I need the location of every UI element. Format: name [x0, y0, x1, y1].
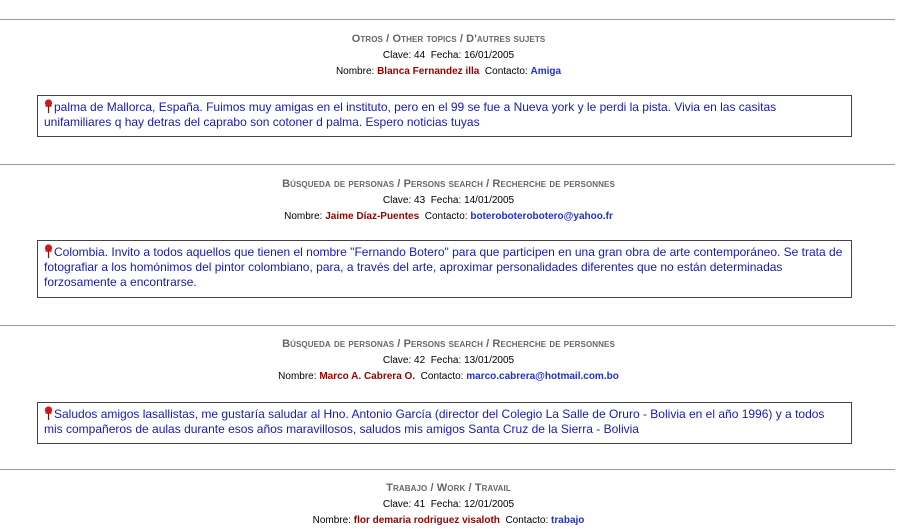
entry-meta: [0, 48, 897, 64]
contacto-link[interactable]: Amiga: [530, 66, 562, 77]
contacto-link[interactable]: boteroboterobotero@yahoo.fr: [470, 211, 613, 222]
entry-author: [0, 64, 897, 80]
contacto-link[interactable]: trabajo: [551, 515, 585, 526]
fecha-label: Fecha:: [430, 499, 462, 510]
fecha-label: Fecha:: [430, 195, 462, 206]
entry-header: [0, 31, 897, 80]
entry-header: [0, 480, 897, 529]
entry-author: [0, 209, 897, 225]
separator-rule: [0, 469, 895, 470]
entry-header: [0, 336, 897, 385]
message-box: [37, 402, 852, 444]
clave-label: Clave:: [382, 355, 412, 366]
fecha-value: 14/01/2005: [464, 195, 515, 206]
clave-value: 42: [414, 355, 426, 366]
fecha-value: 13/01/2005: [464, 355, 515, 366]
contacto-label: Contacto:: [424, 211, 468, 222]
entry-category: Búsqueda de personas / Persons search / Recherche de personnes: [282, 178, 615, 190]
entry-category: Trabajo / Work / Travail: [386, 482, 511, 494]
fecha-label: Fecha:: [430, 50, 462, 61]
separator-rule: [0, 19, 895, 20]
separator-rule: [0, 164, 895, 165]
entry-author: [0, 513, 897, 529]
contacto-link[interactable]: marco.cabrera@hotmail.com.bo: [466, 371, 619, 382]
contacto-label: Contacto:: [420, 371, 464, 382]
clave-label: Clave:: [382, 195, 412, 206]
nombre-value: flor demaria rodriguez visaloth: [353, 515, 500, 526]
fecha-value: 12/01/2005: [464, 499, 515, 510]
nombre-label: Nombre:: [284, 211, 323, 222]
entry-meta: [0, 497, 897, 513]
message-text: palma de Mallorca, España. Fuimos muy amigas en el instituto, pero en el 99 se fue a Nueva york y le perdi la pista. Vivia en las casitas unifamiliares q hay detras del caprabo son cotoner d palma. Espero noticias tuyas: [44, 100, 777, 129]
clave-value: 41: [414, 499, 426, 510]
clave-value: 44: [414, 50, 426, 61]
separator-rule: [0, 325, 895, 326]
clave-label: Clave:: [382, 50, 412, 61]
entry-header: [0, 176, 897, 225]
entry-category: Otros / Other topics / D'autres sujets: [351, 33, 546, 45]
entry-meta: [0, 193, 897, 209]
message-box: [37, 240, 852, 298]
contacto-label: Contacto:: [505, 515, 549, 526]
nombre-label: Nombre:: [278, 371, 317, 382]
pushpin-icon: [44, 406, 53, 420]
clave-value: 43: [414, 195, 426, 206]
nombre-value: Jaime Díaz-Puentes: [325, 211, 420, 222]
nombre-label: Nombre:: [312, 515, 351, 526]
fecha-label: Fecha:: [430, 355, 462, 366]
entry-meta: [0, 353, 897, 369]
pushpin-icon: [44, 99, 53, 113]
clave-label: Clave:: [382, 499, 412, 510]
nombre-value: Marco A. Cabrera O.: [319, 371, 416, 382]
nombre-label: Nombre:: [335, 66, 375, 77]
message-text: Saludos amigos lasallistas, me gustaría saludar al Hno. Antonio García (director del Colegio La Salle de Oruro - Bolivia en el año 1996) y a todos mis compañeros de aulas durante esos años maravillosos, saludos mis amigos Santa Cruz de la Sierra - Bolivia: [44, 407, 825, 436]
entry-author: [0, 369, 897, 385]
message-text: Colombia. Invito a todos aquellos que tienen el nombre "Fernando Botero" para que participen en una gran obra de arte contemporáneo. Se trata de fotografiar a los homónimos del pintor colombiano, para, a través del arte, aproximar personalidades diferentes que no están determinadas forzosamente a encontrarse.: [44, 245, 843, 289]
fecha-value: 16/01/2005: [464, 50, 515, 61]
contacto-label: Contacto:: [484, 66, 528, 77]
nombre-value: Blanca Fernandez illa: [377, 66, 480, 77]
pushpin-icon: [44, 244, 53, 258]
message-box: [37, 95, 852, 137]
entry-category: Búsqueda de personas / Persons search / Recherche de personnes: [282, 338, 615, 350]
